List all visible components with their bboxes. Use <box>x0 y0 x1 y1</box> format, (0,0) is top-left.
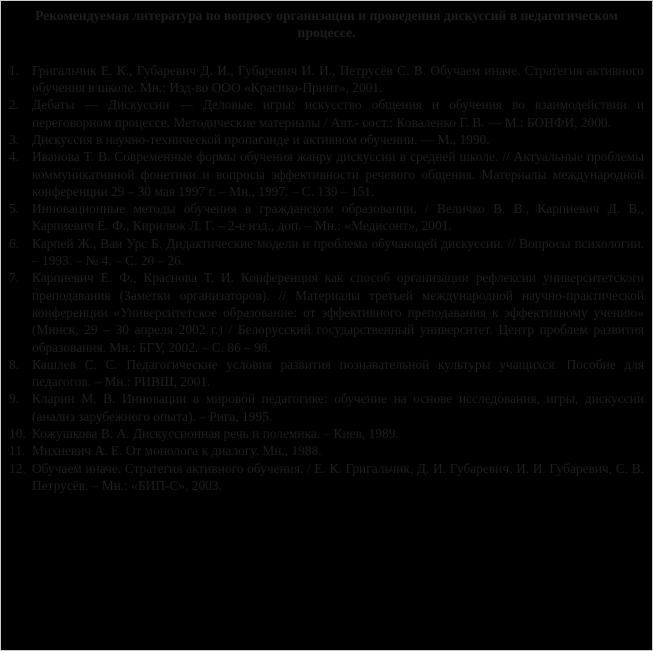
item-text: Кожушкова В. А. Дискуссионная речь и полемика. – Киев, 1989. <box>32 426 399 442</box>
title-list-gap <box>6 42 647 62</box>
item-text: Обучаем иначе. Стратегия активного обучения. / Е. К. Григальчик, Д. И. Губаревич, И. И. Губаревич, С. В. Петрусёв. – Мн.: «БИП-С», 2003. <box>32 460 644 493</box>
item-text: Иванова Т. В. Современные формы обучения жанру дискуссии в средней школе. // Актуальные проблемы коммуникативной фонетики и вопросы эффективности речевого общения. Материалы международной конференции 29 – 30 мая 1997 г. – Мн., 1997. – С. 139 – 151. <box>32 149 644 199</box>
item-number: 9. <box>9 391 20 407</box>
reference-item <box>6 442 647 459</box>
item-number: 10. <box>9 426 26 442</box>
document-title: Рекомендуемая литература по вопросу организации и проведения дискуссий в педагогическом процессе. <box>35 8 618 41</box>
item-number: 12. <box>9 460 26 476</box>
item-number: 3. <box>9 132 20 147</box>
item-text: Михневич А. Е. От монолога к диалогу. Мн., 1988. <box>32 443 322 459</box>
reference-item <box>6 390 647 425</box>
reference-item <box>6 62 647 97</box>
item-number: 2. <box>9 97 20 113</box>
item-text: Дискуссия в научно-технической пропаганде и активном обучении. — М., 1990. <box>32 132 490 147</box>
reference-item <box>6 96 647 131</box>
item-number: 4. <box>9 149 20 165</box>
reference-item <box>6 148 647 200</box>
item-number: 8. <box>9 356 20 372</box>
item-number: 11. <box>9 443 26 459</box>
item-number: 1. <box>9 62 20 78</box>
item-text: Инновационные методы обучения в гражданском образовании. / Величко В. В., Карпиевич Д. В., Карпиевич Е. Ф., Кирилюк Л. Г. – 2-е изд., доп. – Мн.: «Медисонт», 2001. <box>32 201 644 234</box>
reference-item <box>6 425 647 442</box>
item-text: Карпиевич Е. Ф., Краснова Т. И. Конференция как способ организации рефлексии университетского преподавания (Заметки организаторов). // Материалы третьей международной научно-практической конференции «Университетское образование: от эффективного преподавания к эффективному учению» (Минск, 29 – 30 апреля 2002 г.) / Белорусский государственный университет. Центр проблем развития образования. Мн.: БГУ, 2002. – С. 86 – 98. <box>32 270 644 355</box>
item-number: 5. <box>9 201 20 217</box>
item-text: Григальчик Е. К., Губаревич Д. И., Губаревич И. И., Петрусёв С. В. Обучаем иначе. Стратегия активного обучения в школе. Мн.: Изд-во ООО «Красико-Принт», 2001. <box>32 62 644 96</box>
item-number: 6. <box>9 235 20 251</box>
item-text: Кларин М. В. Инновации в мировой педагогике: обучение на основе исследования, игры, дискуссии (анализ зарубежного опыта). – Рига, 1995. <box>32 391 644 424</box>
reference-list <box>6 62 647 494</box>
item-text: Кашлев С. С. Педагогические условия развития познавательной культуры учащихся. Пособие для педагогов. – Мн.: РИВШ, 2001. <box>32 356 644 390</box>
item-number: 7. <box>9 270 20 286</box>
reference-item <box>6 269 647 355</box>
reference-item <box>6 460 647 495</box>
reference-item <box>6 235 647 270</box>
reference-item <box>6 200 647 235</box>
item-text: Дебаты — Дискуссии — Деловые игры: искусство общения и обучения во взаимодействии и переговорном процессе. Методические материалы / Авт.- сост.: Коваленко Г. В. — М.: БОНФИ, 2000. <box>32 97 644 130</box>
reference-item <box>6 131 647 148</box>
item-text: Карпей Ж., Ван Урс Б. Дидактические модели и проблема обучающей дискуссии. // Вопросы психологии. – 1993. – № 4. – С. 20 – 26. <box>32 235 644 269</box>
reference-item <box>6 356 647 391</box>
